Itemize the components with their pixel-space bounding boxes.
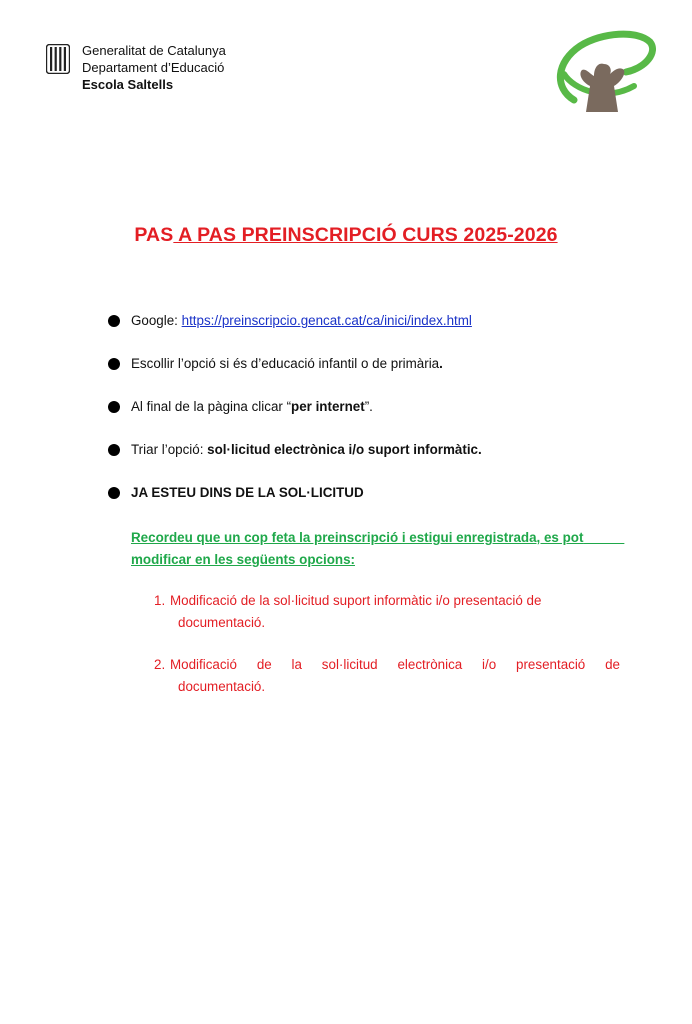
step-text: Escollir l’opció si és d’educació infantil o de primària [131,356,440,371]
generalitat-logo-icon [46,44,70,74]
institution-name: Generalitat de Catalunya [82,43,226,58]
bullet-icon [108,487,120,499]
bullet-icon [108,358,120,370]
title-part2: A PAS PREINSCRIPCIÓ CURS 2025-2026 [173,224,558,246]
step-text-end: . [439,356,443,371]
list-item [154,590,620,634]
step-text-bold: per internet [291,399,365,414]
bullet-icon [108,315,120,327]
google-label: Google: [131,313,182,328]
option-text-continued: documentació. [178,679,266,694]
school-logo-icon [552,28,656,116]
option-number: 1. [154,593,166,608]
steps-list [108,310,628,525]
step-text: Al final de la pàgina clicar “ [131,399,292,414]
option-text: Modificació de la sol·licitud electrònica i/o presentació de [170,657,620,672]
bullet-icon [108,401,120,413]
option-number: 2. [154,657,166,672]
institution-header [82,42,226,93]
department-name: Departament d’Educació [82,60,225,75]
step-text: Triar l’opció: [131,442,208,457]
list-item [108,396,628,439]
list-item [154,654,620,698]
list-item [108,439,628,482]
option-text: Modificació de la sol·licitud suport informàtic i/o presentació de [170,593,542,608]
preinscripcio-link[interactable]: https://preinscripcio.gencat.cat/ca/inici/index.html [181,313,472,328]
page-title [0,224,692,247]
school-name: Escola Saltells [82,77,174,92]
list-item [108,353,628,396]
modification-options-list [154,590,620,698]
list-item [108,482,628,525]
step-text-bold: JA ESTEU DINS DE LA SOL·LICITUD [131,485,364,500]
step-text-bold: sol·licitud electrònica i/o suport informàtic. [207,442,482,457]
reminder-note: Recordeu que un cop feta la preinscripció i estigui enregistrada, es pot modificar en les següents opcions: [131,530,625,567]
bullet-icon [108,444,120,456]
list-item [108,310,628,353]
title-part1: PAS [134,224,174,246]
step-text-end: ”. [364,399,373,414]
option-text-continued: documentació. [178,615,266,630]
